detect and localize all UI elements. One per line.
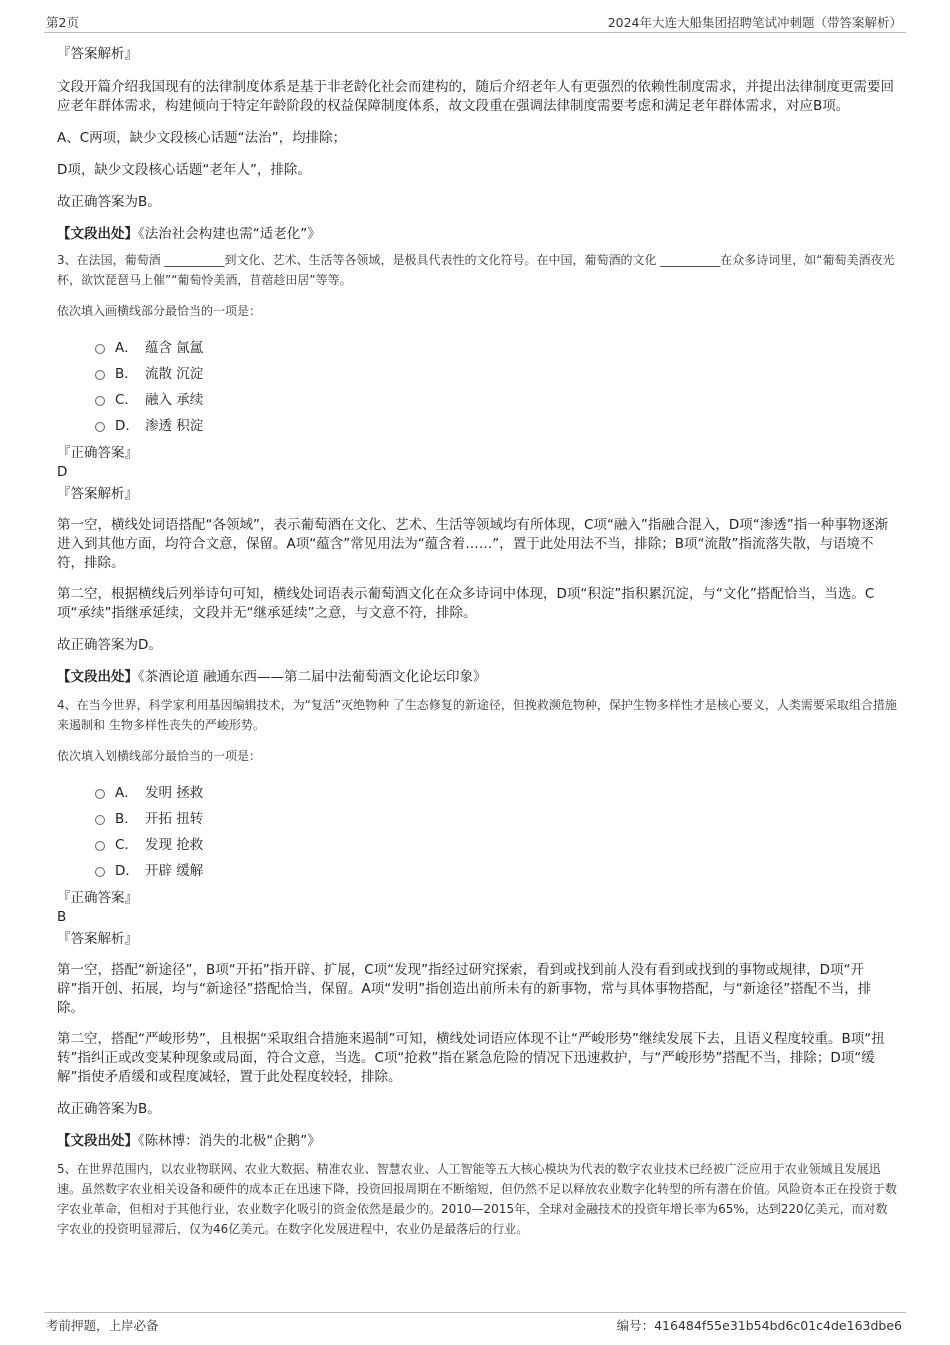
radio-icon[interactable] bbox=[95, 841, 105, 851]
document-title: 2024年大连大船集团招聘笔试冲刺题（带答案解析） bbox=[607, 15, 902, 30]
source-line bbox=[57, 668, 897, 687]
page-number: 第2页 bbox=[46, 15, 79, 30]
question-5-text: 5、在世界范围内，以农业物联网、农业大数据、精准农业、智慧农业、人工智能等五大核心模块为代表的数字农业技术已经被广泛应用于农业领域且发展迅速。虽然数字农业相关设备和硬件的成本正在迅速下降，投资回报周期在不断缩短，但仍然不足以释放农业数字化转型的所有潜在价值。风险资本正在投资于数字农业革命，但相对于其他行业，农业数字化吸引的资金依然是最少的。2010—2015年，全球对金融技术的投资年增长率为65%，达到220亿美元，而对数字农业的投资明显滞后，仅为46亿美元。在数字化发展进程中，农业仍是最落后的行业。 bbox=[57, 1162, 898, 1236]
radio-icon[interactable] bbox=[95, 815, 105, 825]
question-3-text: 3、在法国，葡萄酒 __________到文化、艺术、生活等各领域，是极具代表性的文化符号。在中国，葡萄酒的文化 __________在众多诗词里，如“葡萄美酒夜光杯，欲饮琵琶马上催”“葡萄怜美酒，苜蓿趁田居”等等。 bbox=[57, 253, 895, 287]
radio-icon[interactable] bbox=[95, 370, 105, 380]
radio-icon[interactable] bbox=[95, 422, 105, 432]
option-b[interactable]: B． 流散 沉淀 bbox=[95, 361, 897, 387]
footer-slogan: 考前押题，上岸必备 bbox=[46, 1318, 159, 1333]
analysis-paragraph: 第二空，搭配“严峻形势”，且根据“采取组合措施来遏制”可知，横线处词语应体现不让“严峻形势”继续发展下去，且语义程度较重。B项“扭转”指纠正或改变某种现象或局面，符合文意，当选。C项“抢救”指在紧急危险的情况下迅速救护，与“严峻形势”搭配不当，排除；D项“缓解”指使矛盾缓和或程度减轻，置于此处程度较轻，排除。 bbox=[57, 1031, 885, 1085]
correct-answer-tag: 『正确答案』 bbox=[57, 445, 138, 461]
correct-answer: B bbox=[57, 909, 67, 925]
source-text: 《法治社会构建也需“适老化”》 bbox=[138, 226, 321, 242]
document-body bbox=[57, 44, 897, 1239]
question-4-lead: 依次填入划横线部分最恰当的一项是： bbox=[57, 749, 262, 763]
option-b[interactable]: B． 开拓 扭转 bbox=[95, 806, 897, 832]
page-footer bbox=[44, 1312, 906, 1333]
radio-icon[interactable] bbox=[95, 396, 105, 406]
radio-icon[interactable] bbox=[95, 344, 105, 354]
page-header bbox=[44, 10, 906, 33]
option-c[interactable]: C． 发现 抢救 bbox=[95, 832, 897, 858]
analysis-paragraph: 文段开篇介绍我国现有的法律制度体系是基于非老龄化社会而建构的，随后介绍老年人有更强烈的依赖性制度需求，并提出法律制度更需要回应老年群体需求，构建倾向于特定年龄阶段的权益保障制度体系，故文段重在强调法律制度需要考虑和满足老年群体需求，对应B项。 bbox=[57, 79, 894, 114]
question-3-lead: 依次填入画横线部分最恰当的一项是： bbox=[57, 304, 262, 318]
analysis-paragraph: 第一空，搭配“新途径”，B项“开拓”指开辟、扩展，C项“发现”指经过研究探索，看到或找到前人没有看到或找到的事物或规律，D项“开辟”指开创、拓展，均与“新途径”搭配恰当，保留。A项“发明”指创造出前所未有的新事物，常与具体事物搭配，与“新途径”搭配不当，排除。 bbox=[57, 962, 872, 1016]
question-4-text: 4、在当今世界，科学家利用基因编辑技术，为“复活”灭绝物种 了生态修复的新途径，但挽救濒危物种，保护生物多样性才是核心要义，人类需要采取组合措施来遏制和 生物多样性丧失的严峻形势。 bbox=[57, 698, 897, 732]
source-label: 【文段出处】 bbox=[57, 669, 138, 685]
option-d[interactable]: D． 渗透 积淀 bbox=[95, 413, 897, 439]
option-a[interactable]: A． 发明 拯救 bbox=[95, 780, 897, 806]
question-3-options bbox=[57, 335, 897, 439]
option-a[interactable]: A． 蕴含 氤氲 bbox=[95, 335, 897, 361]
option-d[interactable]: D． 开辟 缓解 bbox=[95, 858, 897, 884]
radio-icon[interactable] bbox=[95, 867, 105, 877]
option-c[interactable]: C． 融入 承续 bbox=[95, 387, 897, 413]
question-4-options bbox=[57, 780, 897, 884]
source-label: 【文段出处】 bbox=[57, 1133, 138, 1149]
source-text: 《陈林博：消失的北极“企鹅”》 bbox=[138, 1133, 321, 1149]
radio-icon[interactable] bbox=[95, 789, 105, 799]
analysis-tag: 『答案解析』 bbox=[57, 486, 138, 502]
source-label: 【文段出处】 bbox=[57, 226, 138, 242]
analysis-paragraph: 第一空，横线处词语搭配“各领域”，表示葡萄酒在文化、艺术、生活等领域均有所体现，C项“融入”指融合混入，D项“渗透”指一种事物逐渐进入到其他方面，均符合文意，保留。A项“蕴含”常见用法为“蕴含着……”，置于此处用法不当，排除；B项“流散”指流落失散，与语境不符，排除。 bbox=[57, 517, 889, 571]
analysis-paragraph: A、C两项，缺少文段核心话题“法治”，均排除； bbox=[57, 130, 347, 146]
analysis-tag: 『答案解析』 bbox=[57, 46, 138, 62]
analysis-paragraph: 故正确答案为B。 bbox=[57, 194, 161, 210]
analysis-paragraph: 故正确答案为B。 bbox=[57, 1101, 161, 1117]
correct-answer: D bbox=[57, 464, 68, 480]
source-line bbox=[57, 225, 897, 244]
analysis-paragraph: 第二空，根据横线后列举诗句可知，横线处词语表示葡萄酒文化在众多诗词中体现，D项“积淀”指积累沉淀，与“文化”搭配恰当，当选。C项“承续”指继承延续，文段并无“继承延续”之意，与文意不符，排除。 bbox=[57, 586, 875, 621]
document-id: 编号：416484f55e31b54bd6c01c4de163dbe6 bbox=[616, 1318, 902, 1333]
source-text: 《茶酒论道 融通东西——第二届中法葡萄酒文化论坛印象》 bbox=[138, 669, 487, 685]
analysis-paragraph: D项，缺少文段核心话题“老年人”，排除。 bbox=[57, 162, 311, 178]
source-line bbox=[57, 1132, 897, 1151]
correct-answer-tag: 『正确答案』 bbox=[57, 890, 138, 906]
analysis-tag: 『答案解析』 bbox=[57, 931, 138, 947]
analysis-paragraph: 故正确答案为D。 bbox=[57, 637, 162, 653]
